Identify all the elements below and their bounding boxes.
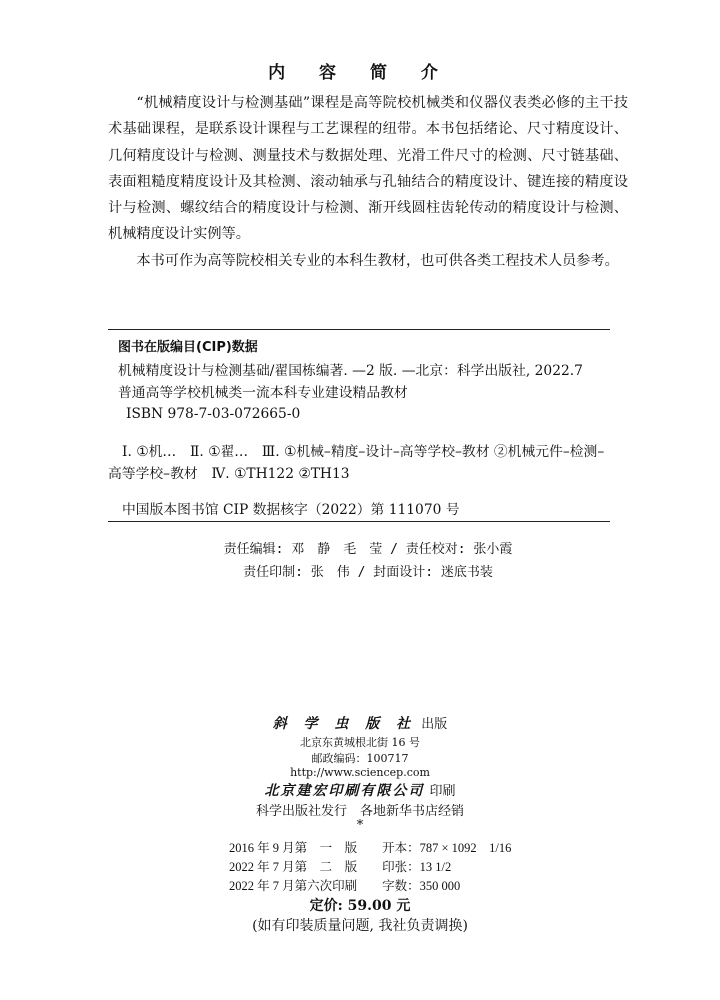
edition-line-2: 2022 年 7 月第 二 版 印张：13 1/2 [229,860,452,874]
publisher-url: http://www.sciencep.com [290,766,430,779]
printer-line [0,780,720,800]
printer-suffix: 印刷 [429,784,456,799]
intro-paragraph-2: 本书可作为高等院校相关专业的本科生教材，也可供各类工程技术人员参考。 [136,252,619,269]
separator-star: * [356,818,364,833]
intro-paragraph-1: “机械精度设计与检测基础”课程是高等院校机械类和仪器仪表类必修的主干技术基础课程，是联系设计课程与工艺课程的纽带。本书包括绪论、尺寸精度设计、几何精度设计与检测、测量技术与数据处理、光滑工件尺寸的检测、尺寸链基础、表面粗糙度精度设计及其检测、滚动轴承与孔轴结合的精度设计、键连接的精度设计与检测、螺纹结合的精度设计与检测、渐开线圆柱齿轮传动的精度设计与检测、机械精度设计实例等。 [108,95,628,243]
intro-text [108,90,628,274]
cip-isbn: ISBN 978-7-03-072665-0 [126,406,301,422]
divider-top [108,329,610,330]
cip-classification: Ⅰ. ①机… Ⅱ. ①翟… Ⅲ. ①机械–精度–设计–高等学校–教材 ②机械元件–检测–高等学校–教材 Ⅳ. ①TH122 ②TH13 [108,444,605,482]
publisher-line [0,713,720,733]
publisher-suffix: 出版 [421,717,448,732]
divider-bottom [108,521,610,522]
cip-series-line: 普通高等学校机械类一流本科专业建设精品教材 [118,385,408,401]
quality-notice: (如有印装质量问题, 我社负责调换) [252,918,468,934]
staff-line-1: 责任编辑: 邓 静 毛 莹 / 责任校对: 张小霞 [223,542,513,557]
cip-book-line: 机械精度设计与检测基础/翟国栋编著. —2 版. —北京：科学出版社, 2022.7 [118,363,583,379]
cip-heading: 图书在版编目(CIP)数据 [118,340,258,355]
page-title: 内 容 简 介 [268,63,452,83]
edition-line-1: 2016 年 9 月第 一 版 开本：787 × 1092 1/16 [229,841,512,855]
publisher-address: 北京东黄城根北街 16 号 [300,736,420,749]
distribution: 科学出版社发行 各地新华书店经销 [255,804,464,819]
edition-line-3: 2022 年 7 月第六次印刷 字数：350 000 [229,879,461,893]
publisher-logo-text: 斜 学 虫 版 社 [272,716,417,732]
cip-number: 中国版本图书馆 CIP 数据核字（2022）第 111070 号 [122,502,460,518]
staff-line-2: 责任印制: 张 伟 / 封面设计: 迷底书装 [243,565,493,580]
publisher-postcode: 邮政编码：100717 [311,752,409,765]
printer-name: 北京建宏印刷有限公司 [264,783,425,799]
price: 定价: 59.00 元 [309,898,411,914]
